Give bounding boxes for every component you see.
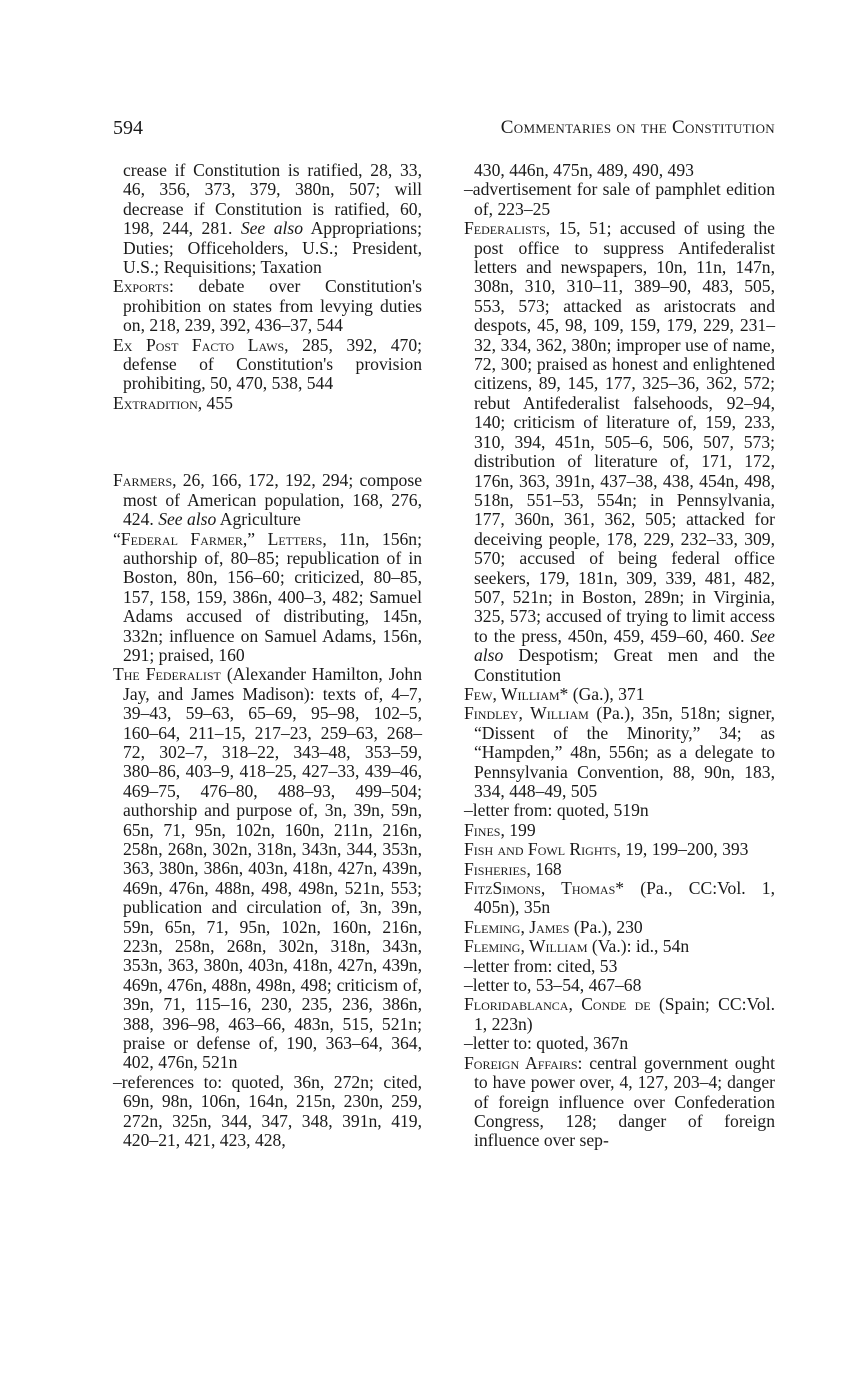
page-number: 594 [113, 117, 143, 139]
index-text: –letter to, 53–54, 467–68 [464, 975, 642, 996]
index-text: (Va.): id., 54n [587, 936, 690, 957]
right-index-column [464, 161, 775, 1151]
index-entry [113, 394, 422, 413]
index-entry [464, 840, 775, 859]
index-entry [113, 161, 422, 277]
index-entry [113, 336, 422, 394]
left-index-column [113, 161, 422, 1151]
page-header [113, 117, 775, 145]
index-entry [464, 704, 775, 801]
index-text: (Pa.), 230 [569, 916, 643, 937]
index-entry [113, 530, 422, 666]
index-text: , 19, 199–200, 393 [616, 839, 749, 860]
index-entry [464, 937, 775, 956]
index-entry [464, 995, 775, 1034]
index-heading: Fines [464, 819, 501, 840]
index-entry [113, 471, 422, 529]
see-also-label: See also [158, 509, 217, 530]
index-entry [464, 821, 775, 840]
running-head: Commentaries on the Constitution [500, 117, 775, 138]
index-text: (Alexander Hamilton, John Jay, and James Madison): texts of, 4–7, 39–43, 59–63, 65–69, 95–98, 102–5, 160–64, 211–15, 217–23, 259–63, 268–72, 302–7, 318–22, 343–48, 353–59, 380–86, 403–9, 418–25, 427–33, 439–46, 469–75, 476–80, 488–93, 499–504; authorship and purpose of, 3n, 39n, 59n, 65n, 71, 95n, 102n, 160n, 211n, 216n, 258n, 268n, 302n, 318n, 343n, 344, 353n, 363, 380n, 386n, 403n, 418n, 427n, 439n, 469n, 476n, 488n, 498, 498n, 521n, 553; publication and circulation of, 3n, 39n, 59n, 65n, 71, 95n, 102n, 160n, 216n, 223n, 258n, 268n, 302n, 318n, 343n, 353n, 363, 380n, 403n, 418n, 427n, 439n, 469n, 476n, 488n, 498n, 498; criticism of, 39n, 71, 115–16, 230, 235, 236, 386n, 388, 396–98, 463–66, 483n, 515, 521n; praise or defense of, 190, 363–64, 364, 402, 476n, 521n [123, 664, 422, 1073]
index-heading: Federalists [464, 218, 546, 239]
see-also-label: See also [240, 218, 304, 239]
index-entry [464, 860, 775, 879]
section-gap [113, 413, 422, 471]
index-heading: Exports [113, 276, 170, 297]
index-entry [113, 277, 422, 335]
index-text: –advertisement for sale of pamphlet edition of, 223–25 [464, 179, 775, 219]
index-text: (Pa., CC:Vol. 1, 405n), 35n [474, 878, 775, 918]
index-text: , 168 [526, 858, 562, 879]
index-entry [464, 685, 775, 704]
index-heading: Fish and Fowl Rights [464, 839, 617, 860]
index-entry [464, 219, 775, 685]
index-entry [464, 161, 775, 180]
index-text: (Ga.), 371 [568, 683, 645, 704]
index-entry [464, 957, 775, 976]
index-heading: Findley, William [464, 703, 589, 724]
index-heading: Few, William* [464, 683, 569, 704]
index-text: –letter from: cited, 53 [464, 955, 618, 976]
index-heading: Farmers [113, 470, 173, 491]
index-text: (Spain; CC:Vol. 1, 223n) [474, 994, 775, 1034]
index-text: , 455 [197, 392, 233, 413]
index-text: , 15, 51; accused of using the post office to suppress Antifederalist letters and newspapers, 10n, 11n, 147n, 308n, 310, 310–11, 389–90, 483, 505, 553, 573; attacked as aristocrats and despots, 45, 98, 109, 159, 179, 229, 231–32, 334, 362, 380n; improper use of name, 72, 300; praised as honest and enlightened citizens, 89, 145, 177, 325–36, 362, 572; rebut Antifederalist falsehoods, 92–94, 140; criticism of literature of, 159, 233, 310, 394, 451n, 505–6, 506, 507, 573; distribution of literature of, 171, 172, 176n, 363, 391n, 437–38, 438, 454n, 498, 518n, 551–53, 554n; in Pennsylvania, 177, 360n, 361, 362, 505; attacked for deceiving people, 178, 229, 232–33, 309, 570; accused of being federal office seekers, 179, 181n, 309, 339, 481, 482, 507, 521n; in Boston, 289n; in Virginia, 325, 573; accused of trying to limit access to the press, 450n, 459, 459–60, 460. [474, 218, 775, 646]
index-text: –letter from: quoted, 519n [464, 800, 649, 821]
index-entry [464, 976, 775, 995]
index-entry [464, 180, 775, 219]
index-text: 430, 446n, 475n, 489, 490, 493 [474, 160, 694, 180]
index-heading: Extradition [113, 392, 198, 413]
index-heading: Fleming, William [464, 936, 588, 957]
index-text: , 285, 392, 470; defense of Constitution's provision prohibiting, 50, 470, 538, 544 [123, 334, 423, 394]
index-entry [113, 665, 422, 1073]
index-text: , 11n, 156n; authorship of, 80–85; republication of in Boston, 80n, 156–60; criticized, 80–85, 157, 158, 159, 386n, 400–3, 482; Samuel Adams accused of distributing, 145n, 332n; influence on Samuel Adams, 156n, 291; praised, 160 [123, 528, 422, 665]
index-heading: Floridablanca, Conde de [464, 994, 651, 1015]
index-entry [113, 1073, 422, 1151]
index-heading: FitzSimons, Thomas* [464, 878, 625, 899]
index-heading: Fleming, James [464, 916, 570, 937]
index-text: : central government ought to have power over, 4, 127, 203–4; danger of foreign influence over Confederation Congress, 128; danger of foreign influence over sep- [474, 1052, 775, 1151]
index-entry [464, 1054, 775, 1151]
see-also-references: Agriculture [216, 509, 301, 530]
index-heading: “Federal Farmer,” Letters [113, 528, 323, 549]
index-entry [464, 801, 775, 820]
see-also-references: Appropriations; Duties; Officeholders, U.S.; President, U.S.; Requisitions; Taxation [123, 218, 422, 278]
index-text: crease if Constitution is ratified, 28, 33, 46, 356, 373, 379, 380n, 507; will decrease if Constitution is ratified, 60, 198, 244, 281. [123, 160, 422, 239]
index-text: , 199 [500, 819, 536, 840]
index-text: : debate over Constitution's prohibition on states from levying duties on, 218, 239, 392, 436–37, 544 [123, 276, 422, 336]
index-heading: Fisheries [464, 858, 527, 879]
index-text: –letter to: quoted, 367n [464, 1033, 629, 1054]
index-text: –references to: quoted, 36n, 272n; cited, 69n, 98n, 106n, 164n, 215n, 230n, 259, 272n, 325n, 344, 347, 348, 391n, 419, 420–21, 421, 423, 428, [113, 1071, 422, 1151]
index-heading: Ex Post Facto Laws [113, 334, 285, 355]
index-entry [464, 879, 775, 918]
index-entry [464, 1034, 775, 1053]
index-entry [464, 918, 775, 937]
index-text: , 26, 166, 172, 192, 294; compose most of American population, 168, 276, 424. [123, 470, 422, 530]
see-also-label: See also [474, 625, 775, 666]
see-also-references: Despotism; Great men and the Constitution [474, 645, 775, 685]
index-text: (Pa.), 35n, 518n; signer, “Dissent of the Minority,” 34; as “Hampden,” 48n, 556n; as a delegate to Pennsylvania Convention, 88, 90n, 183, 334, 448–49, 505 [474, 703, 775, 801]
index-heading: Foreign Affairs [464, 1052, 578, 1073]
index-heading: The Federalist [113, 664, 221, 685]
